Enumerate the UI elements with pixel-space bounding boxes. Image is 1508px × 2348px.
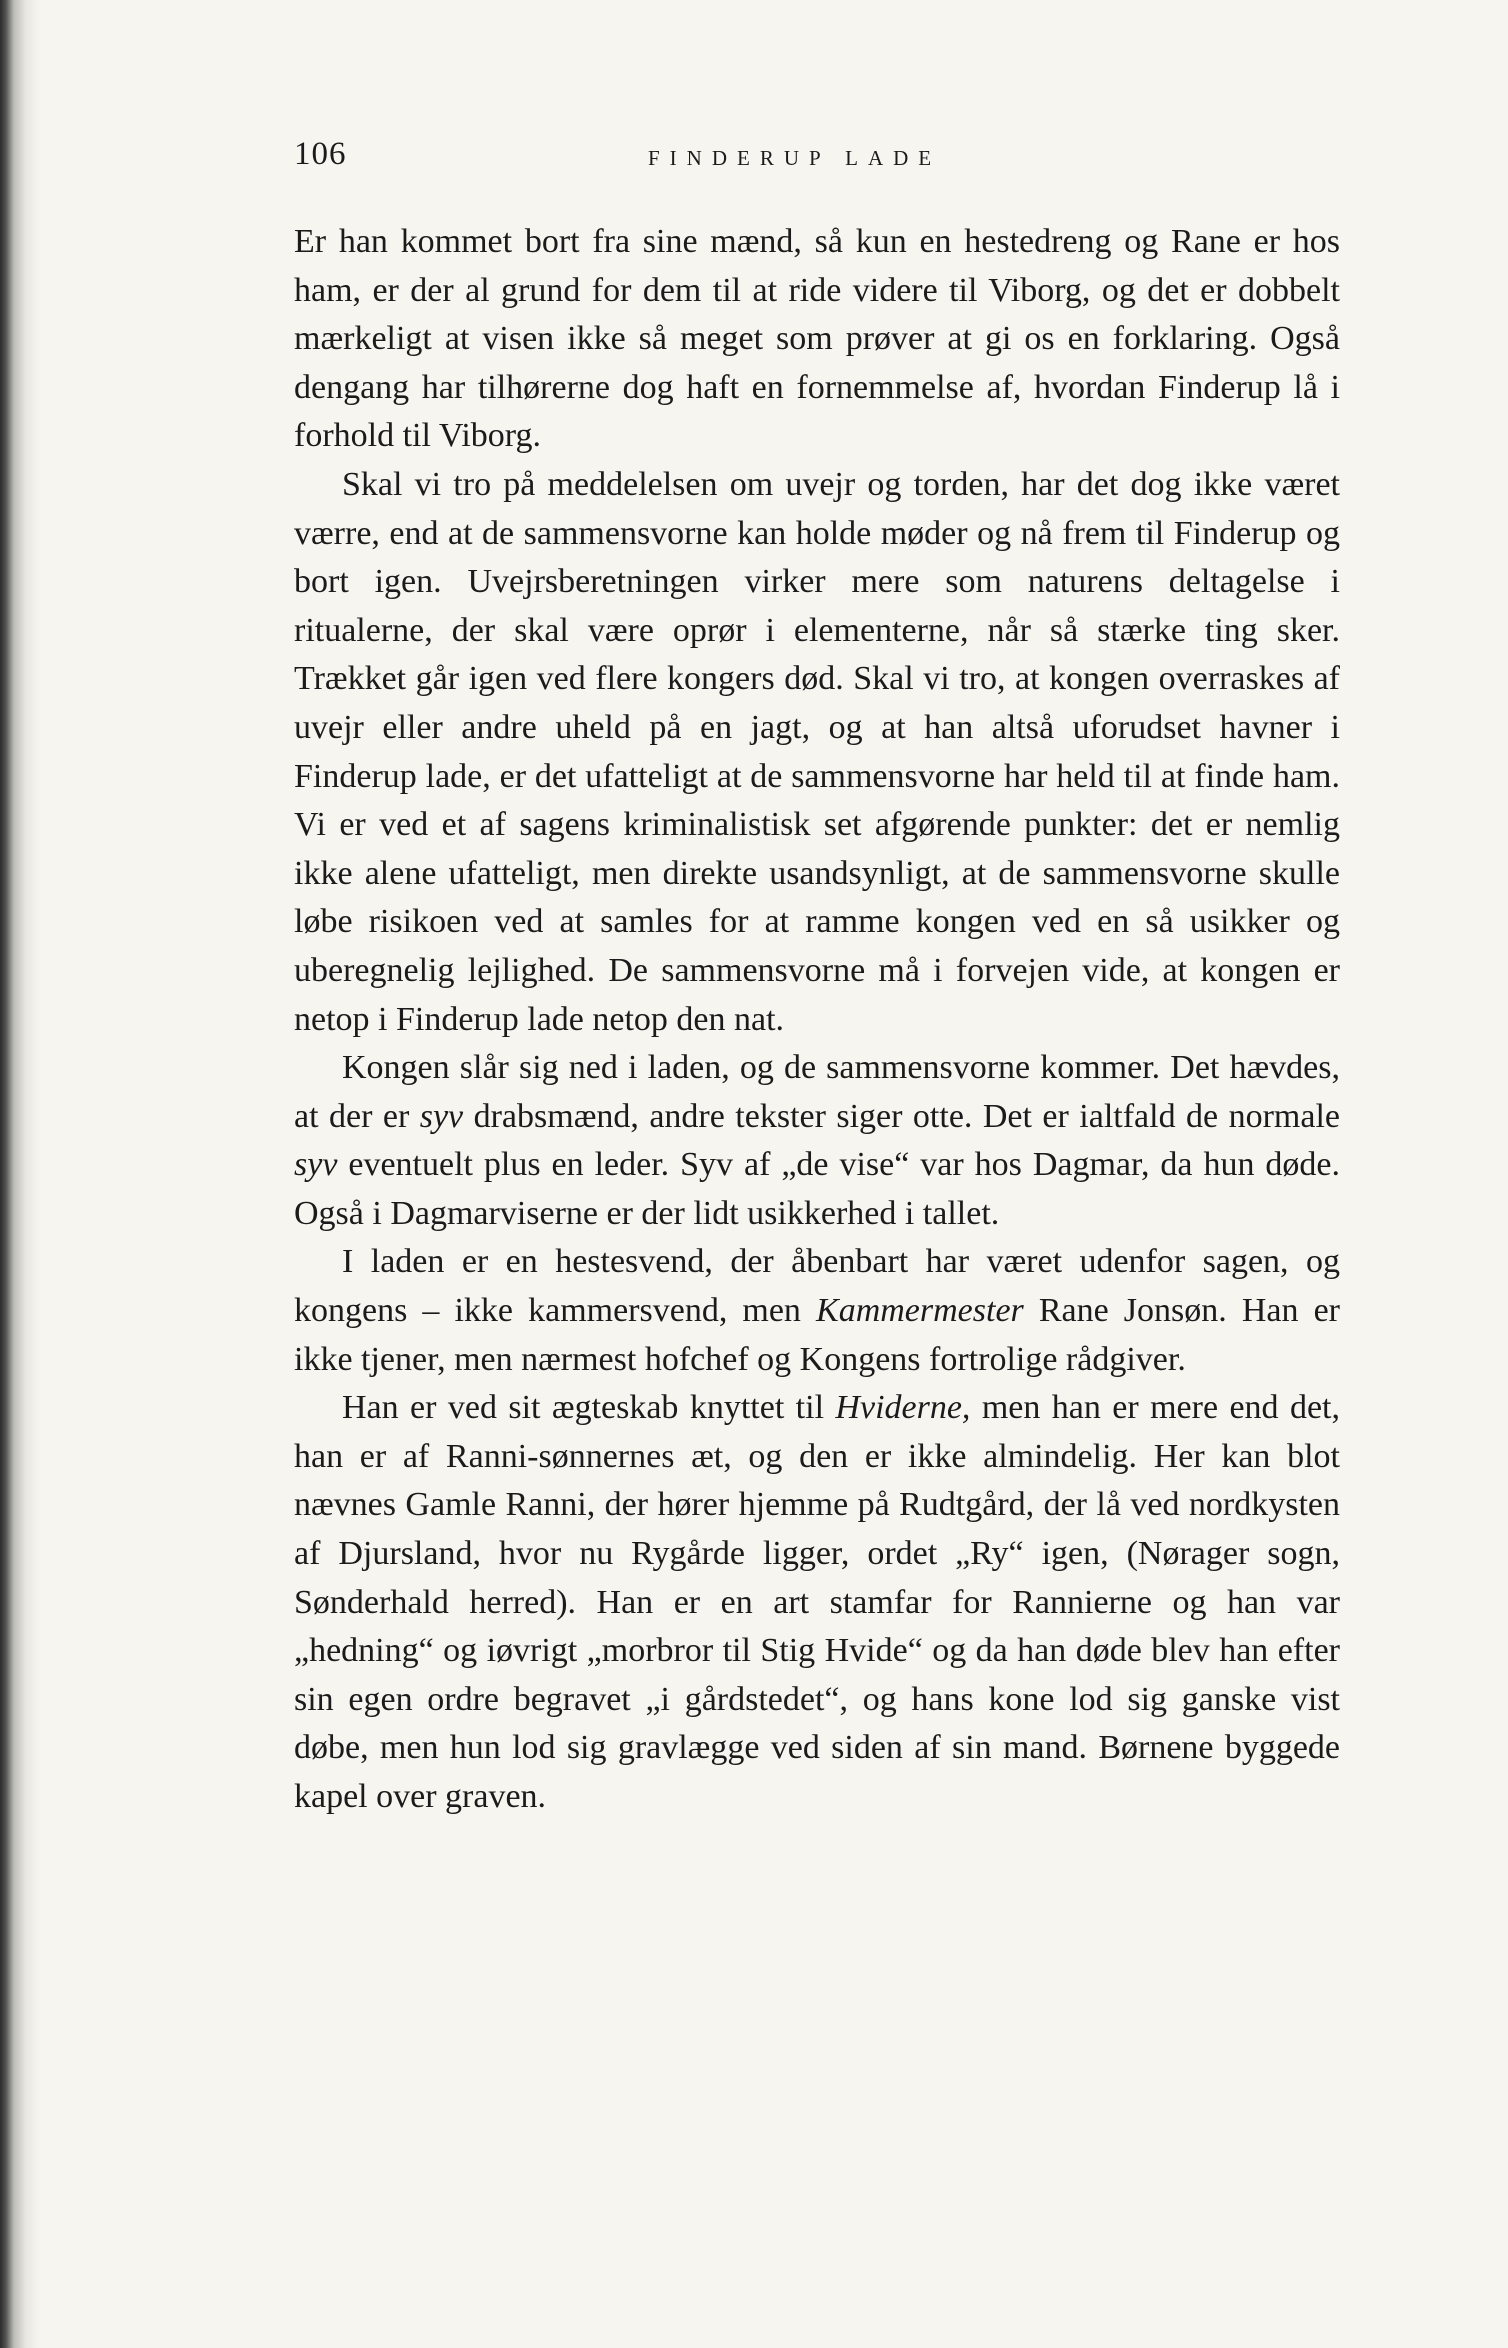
paragraph-3-text-b: drabsmænd, andre tekster siger otte. Det er ialtfald de normale bbox=[463, 1097, 1340, 1135]
running-title: FINDERUP LADE bbox=[648, 146, 942, 170]
paragraph-2 bbox=[294, 461, 1340, 1044]
paragraph-4 bbox=[294, 1238, 1340, 1384]
paragraph-5 bbox=[294, 1384, 1340, 1821]
paragraph-2-text: Skal vi tro på meddelelsen om uvejr og torden, har det dog ikke været værre, end at de sammensvorne kan holde møder og nå frem til Finderup og bort igen. Uvejrsberetningen virker mere som naturens deltagelse i ritualerne, der skal være oprør i elementerne, når så stærke ting sker. Trækket går igen ved flere kongers død. Skal vi tro, at kongen overraskes af uvejr eller andre uheld på en jagt, og at han altså uforudset havner i Finderup lade, er det ufatteligt at de sammensvorne har held til at finde ham. Vi er ved et af sagens kriminalistisk set afgørende punkter: det er nemlig ikke alene ufatteligt, men direkte usandsynligt, at de sammensvorne skulle løbe risikoen ved at samles for at ramme kongen ved en så usikker og uberegnelig lejlighed. De sammensvorne må i forvejen vide, at kongen er netop i Finderup lade netop den nat. bbox=[294, 465, 1340, 1038]
paragraph-3 bbox=[294, 1044, 1340, 1238]
paragraph-3-text-a: Kongen slår sig ned i laden, og de sammensvorne kommer. Det hævdes, at der er bbox=[294, 1049, 1340, 1135]
paragraph-4-italic: Kammermester bbox=[816, 1292, 1024, 1330]
paragraph-4-text-b: Rane Jonsøn. Han er ikke tjener, men nærmest hofchef og Kongens fortrolige rådgiver. bbox=[294, 1292, 1340, 1378]
page-number: 106 bbox=[294, 136, 347, 172]
paragraph-1 bbox=[294, 218, 1340, 461]
paragraph-3-italic-a: syv bbox=[419, 1097, 464, 1135]
running-head bbox=[294, 136, 1340, 196]
paragraph-5-text-b: men han er mere end det, han er af Ranni-sønnernes æt, og den er ikke almindelig. Her kan blot nævnes Gamle Ranni, der hører hjemme på Rudtgård, der lå ved nordkysten af Djursland, hvor nu Rygårde ligger, ordet „Ry“ igen, (Nørager sogn, Sønderhald herred). Han er en art stamfar for Rannierne og han var „hedning“ og iøvrigt „morbror til Stig Hvide“ og da han døde blev han efter sin egen ordre begravet „i gårdstedet“, og hans kone lod sig ganske vist døbe, men hun lod sig gravlægge ved siden af sin mand. Børnene byggede kapel over graven. bbox=[294, 1389, 1340, 1815]
paragraph-4-text-a: I laden er en hestesvend, der åbenbart har været udenfor sagen, og kongens – ikke kammersvend, men bbox=[294, 1243, 1340, 1330]
book-binding-edge bbox=[0, 0, 40, 2348]
paragraph-3-italic-b: syv bbox=[294, 1146, 338, 1184]
paragraph-5-text-a: Han er ved sit ægteskab knyttet til bbox=[342, 1389, 836, 1427]
paragraph-3-text-c: eventuelt plus en leder. Syv af „de vise“ var hos Dagmar, da hun døde. Også i Dagmarviserne er der lidt usikkerhed i tallet. bbox=[294, 1146, 1340, 1232]
paragraph-5-italic: Hviderne, bbox=[835, 1389, 971, 1427]
paragraph-1-text: Er han kommet bort fra sine mænd, så kun en hestedreng og Rane er hos ham, er der al grund for dem til at ride videre til Viborg, og det er dobbelt mærkeligt at visen ikke så meget som prøver at gi os en forklaring. Også dengang har tilhørerne dog haft en fornemmelse af, hvordan Finderup lå i forhold til Viborg. bbox=[294, 223, 1340, 455]
book-page bbox=[294, 136, 1340, 1822]
body-text bbox=[294, 218, 1340, 1822]
